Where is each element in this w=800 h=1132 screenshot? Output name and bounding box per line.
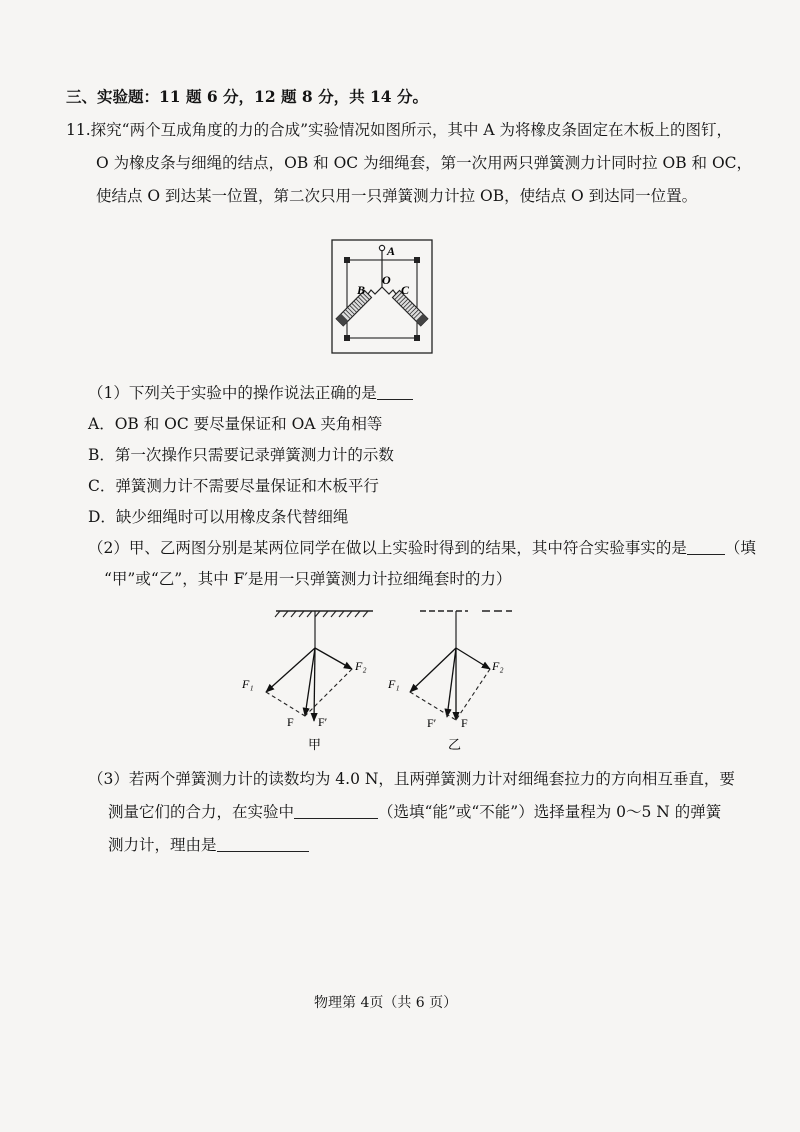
label-c: C (401, 283, 410, 297)
part2-line-2: “甲”或“乙”，其中 F′是用一只弹簧测力计拉细绳套时的力） (104, 570, 512, 588)
force-diagram-yi (382, 606, 532, 754)
part3-line-3: 测力计，理由是 (108, 834, 309, 856)
label-f2-yi: F₂ (492, 659, 504, 673)
force-diagram-jia (236, 606, 386, 754)
option-c: C．弹簧测力计不需要尽量保证和木板平行 (88, 477, 379, 495)
part1-stem: （1）下列关于实验中的操作说法正确的是 (88, 382, 413, 404)
label-b: B (357, 283, 366, 297)
option-b: B．第一次操作只需要记录弹簧测力计的示数 (88, 446, 394, 464)
label-fp-jia: F′ (318, 715, 328, 729)
section-heading: 三、实验题：11 题 6 分，12 题 8 分，共 14 分。 (66, 87, 428, 106)
label-a: A (387, 244, 396, 258)
label-f-jia: F (287, 715, 294, 729)
label-f1-yi: F₁ (388, 677, 400, 691)
answer-blank-2[interactable] (687, 538, 725, 555)
part2-line-1: （2）甲、乙两图分别是某两位同学在做以上实验时得到的结果，其中符合实验事实的是 （填 (88, 539, 756, 557)
answer-blank-3[interactable] (294, 802, 378, 819)
option-a: A．OB 和 OC 要尽量保证和 OA 夹角相等 (88, 415, 383, 433)
q11-line-2: O 为橡皮条与细绳的结点，OB 和 OC 为细绳套，第一次用两只弹簧测力计同时拉 OB 和 OC， (96, 154, 753, 172)
q11-line-1: 11.探究“两个互成角度的力的合成”实验情况如图所示，其中 A 为将橡皮条固定在木板上的图钉， (66, 121, 733, 139)
label-f-yi: F (461, 716, 468, 730)
label-fp-yi: F′ (427, 716, 437, 730)
part3-line-1: （3）若两个弹簧测力计的读数均为 4.0 N，且两弹簧测力计对细绳套拉力的方向相互垂直，要 (88, 770, 735, 788)
caption-jia: 甲 (308, 737, 322, 752)
caption-yi: 乙 (448, 737, 462, 752)
label-f2-jia: F₂ (355, 659, 367, 673)
label-f1-jia: F₁ (242, 677, 254, 691)
part3-line-2: 测量它们的合力，在实验中 （选填“能”或“不能”）选择量程为 0～5 N 的弹簧 (108, 803, 722, 821)
option-d: D．缺少细绳时可以用橡皮条代替细绳 (88, 508, 349, 526)
label-o: O (382, 273, 391, 287)
page-footer: 物理第 4页（共 6 页） (314, 995, 458, 1011)
experiment-board-figure (330, 238, 434, 356)
answer-blank-1[interactable] (377, 383, 413, 400)
q11-line-3: 使结点 O 到达某一位置，第二次只用一只弹簧测力计拉 OB，使结点 O 到达同一位置。 (96, 187, 698, 205)
answer-blank-4[interactable] (217, 835, 309, 852)
